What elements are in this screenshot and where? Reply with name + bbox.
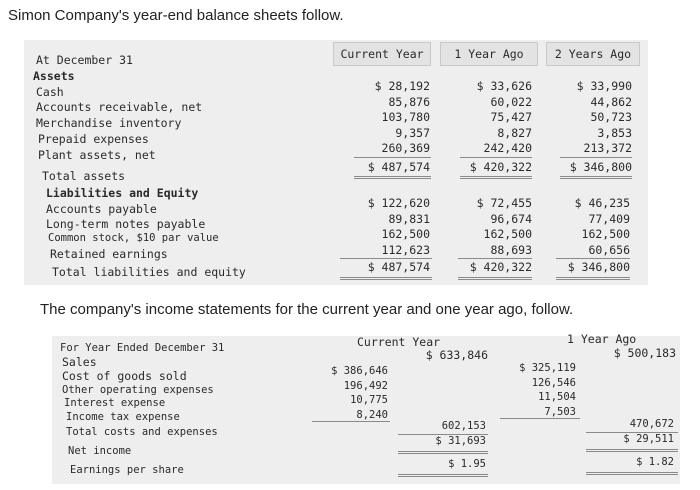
double-rule-net-income-prior [586,449,678,452]
rule-assets-current [354,157,431,158]
double-rule-assets-1ya [460,176,532,179]
cell-total-assets-2ya: $ 346,800 [569,160,632,174]
cell-inventory-current: 103,780 [381,110,430,125]
row-label-long-term-notes: Long-term notes payable [46,217,206,231]
income-sales-current: $ 633,846 [425,348,488,362]
cell-plant-2ya: 213,372 [583,141,632,156]
row-label-accounts-payable: Accounts payable [46,202,157,216]
income-label-interest: Interest expense [64,397,166,409]
page-title: Simon Company's year-end balance sheets follow. [8,7,344,24]
col-header-current-year: Current Year [333,42,431,66]
income-eps-current: $ 1.95 [448,458,486,470]
cell-total-liab-2ya: $ 346,800 [567,260,630,274]
liab-1-year-ago-column [440,196,532,258]
assets-current-year-column [340,79,430,157]
cell-cs-1ya: 162,500 [483,227,532,242]
rule-liab-2ya [556,258,630,259]
cell-cash-2ya: $ 33,990 [576,79,632,93]
row-label-common-stock: Common stock, $10 par value [48,232,219,244]
cell-re-1ya: 88,693 [490,242,532,257]
cell-ap-2ya: $ 46,235 [574,196,630,210]
cell-total-assets-current: $ 487,574 [367,160,430,174]
assets-1-year-ago-column [440,79,532,157]
rule-liab-current [340,258,432,259]
double-rule-assets-current [354,176,431,179]
cell-ar-2ya: 44,862 [590,94,632,109]
income-label-income-tax: Income tax expense [66,411,180,423]
cell-re-current: 112,623 [381,242,430,257]
income-net-income-prior: $ 29,511 [623,433,674,445]
income-label-net-income: Net income [68,445,132,457]
income-other-op-current: 196,492 [343,379,388,392]
income-interest-prior: 11,504 [538,391,576,403]
income-cogs-current: $ 386,646 [331,365,388,377]
cell-inventory-1ya: 75,427 [490,110,532,125]
income-other-op-prior: 126,546 [531,376,576,389]
cell-plant-current: 260,369 [381,141,430,156]
income-label-cogs: Cost of goods sold [62,369,187,383]
double-rule-net-income-current [398,451,488,454]
income-total-costs-prior: 470,672 [629,418,674,430]
rule-expenses-current [312,421,390,422]
cell-plant-1ya: 242,420 [483,141,532,156]
date-label: At December 31 [36,53,133,67]
cell-ar-current: 85,876 [388,94,430,109]
cell-cash-1ya: $ 33,626 [476,79,532,93]
cell-re-2ya: 60,656 [588,242,630,257]
income-net-income-current: $ 31,693 [435,435,486,447]
income-col-header-current: Current Year [357,335,441,349]
expenses-prior-column [492,361,576,419]
double-rule-eps-prior [586,472,678,475]
cell-prepaid-1ya: 8,827 [497,125,532,140]
cell-total-assets-1ya: $ 420,322 [469,160,532,174]
row-label-total-liabilities-equity: Total liabilities and equity [52,265,246,279]
rule-assets-2ya [560,157,632,158]
cell-ltn-2ya: 77,409 [588,211,630,226]
income-col-header-prior: 1 Year Ago [567,332,637,346]
cell-cs-2ya: 162,500 [581,227,630,242]
cell-ap-current: $ 122,620 [367,196,430,210]
income-sales-prior: $ 500,183 [613,346,676,360]
income-intro-text: The company's income statements for the current year and one year ago, follow. [40,301,574,318]
row-label-merchandise-inventory: Merchandise inventory [36,116,182,130]
cell-ap-1ya: $ 72,455 [476,196,532,210]
assets-2-years-ago-column [542,79,632,157]
income-eps-prior: $ 1.82 [636,456,674,468]
income-interest-current: 10,775 [350,394,388,406]
cell-cs-current: 162,500 [381,227,430,242]
double-rule-liab-current [340,277,432,280]
double-rule-liab-2ya [556,277,630,280]
cell-ar-1ya: 60,022 [490,94,532,109]
col-header-2-years-ago: 2 Years Ago [546,42,640,66]
cell-ltn-1ya: 96,674 [490,211,532,226]
income-total-costs-current: 602,153 [441,420,486,432]
liab-current-year-column [340,196,430,258]
row-label-retained-earnings: Retained earnings [50,247,168,261]
income-tax-prior: 7,503 [544,405,576,418]
expenses-current-column [306,364,388,422]
cell-prepaid-current: 9,357 [395,125,430,140]
income-label-total-costs: Total costs and expenses [66,426,218,438]
income-tax-current: 8,240 [356,408,388,421]
income-period-label: For Year Ended December 31 [60,342,225,354]
income-label-eps: Earnings per share [70,464,184,476]
row-label-cash: Cash [36,85,64,99]
rule-expenses-prior [500,418,580,419]
cell-cash-current: $ 28,192 [374,79,430,93]
row-label-prepaid-expenses: Prepaid expenses [38,132,149,146]
row-label-accounts-receivable: Accounts receivable, net [36,100,203,114]
col-header-1-year-ago: 1 Year Ago [440,42,538,66]
cell-total-liab-1ya: $ 420,322 [469,260,532,274]
cell-total-liab-current: $ 487,574 [367,260,430,274]
income-cogs-prior: $ 325,119 [519,362,576,374]
income-label-other-operating: Other operating expenses [62,384,214,396]
double-rule-eps-current [398,474,488,477]
cell-prepaid-2ya: 3,853 [597,125,632,140]
liabilities-heading: Liabilities and Equity [46,186,199,200]
rule-assets-1ya [460,157,532,158]
assets-heading: Assets [33,69,75,83]
liab-2-years-ago-column [542,196,630,258]
row-label-total-assets: Total assets [42,169,126,183]
row-label-plant-assets: Plant assets, net [38,148,156,162]
cell-ltn-current: 89,831 [388,211,430,226]
cell-inventory-2ya: 50,723 [590,110,632,125]
double-rule-assets-2ya [560,176,632,179]
rule-liab-1ya [458,258,532,259]
income-label-sales: Sales [62,355,97,369]
double-rule-liab-1ya [458,277,532,280]
